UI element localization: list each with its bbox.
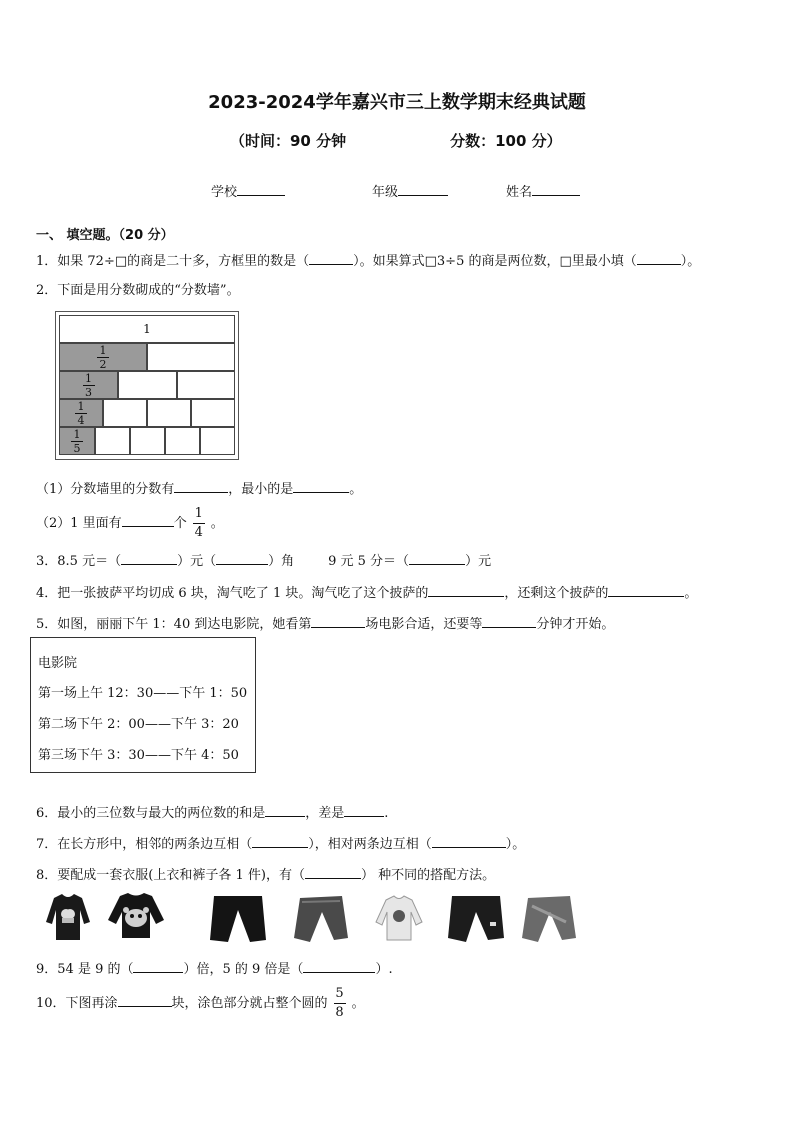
show-3: 第三场下午 3：30——下午 4：50 (38, 748, 239, 763)
wall-cell-half: $\frac{1}{2}$ (59, 343, 147, 371)
wall-cell (191, 399, 235, 427)
pants-2-image (292, 892, 350, 944)
wall-row-fifths (59, 427, 235, 455)
wall-cell (165, 427, 200, 455)
wall-cell (118, 371, 177, 399)
cinema-title: 电影院 (38, 656, 78, 671)
question-7: 7．在长方形中，相邻的两条边互相（ ），相对两条边互相（ ）。 (36, 833, 525, 854)
question-1: 1．如果 72÷□的商是二十多，方框里的数是（ ）。如果算式□3÷5 的商是两位数，□里最小填（ ）。 (36, 250, 700, 271)
wall-row-quarters (59, 399, 235, 427)
wall-row-whole (59, 315, 235, 343)
wall-cell-fifth: $\frac{1}{5}$ (59, 427, 95, 455)
fraction-five-eighths: $\frac{5}{8}$ (335, 986, 344, 1020)
show-1: 第一场上午 12：30——下午 1：50 (38, 686, 248, 701)
wall-cell (103, 399, 147, 427)
wall-cell (147, 343, 235, 371)
wall-cell-third: $\frac{1}{3}$ (59, 371, 118, 399)
question-5: 5．如图，丽丽下午 1：40 到达电影院，她看第 场电影合适，还要等 分钟才开始。 (36, 613, 614, 634)
question-2-sub2: （2）1 里面有 个 $\frac{1}{4}$ 。 (36, 506, 224, 540)
show-2: 第二场下午 2：00——下午 3：20 (38, 717, 239, 732)
pants-3-image (446, 892, 506, 944)
question-6: 6．最小的三位数与最大的两位数的和是 ，差是 . (36, 802, 388, 823)
cinema-schedule-box (30, 637, 256, 773)
wall-cell (147, 399, 191, 427)
pants-1-image (208, 892, 268, 944)
fraction-one-quarter: $\frac{1}{4}$ (194, 506, 203, 540)
question-10: 10．下图再涂 块，涂色部分就占整个圆的 $\frac{5}{8}$ 。 (36, 986, 365, 1020)
exam-meta (230, 130, 562, 151)
time-label: （时间：90 分钟 (230, 132, 347, 150)
sweater-1-image (44, 892, 92, 942)
grade-field: 年级 (372, 181, 448, 200)
wall-cell (130, 427, 165, 455)
wall-cell-quarter: $\frac{1}{4}$ (59, 399, 103, 427)
fraction-wall (55, 311, 239, 460)
wall-row-thirds (59, 371, 235, 399)
school-field: 学校 (211, 181, 285, 200)
sweater-3-image (374, 892, 424, 944)
question-2: 2．下面是用分数砌成的“分数墙”。 (36, 283, 240, 298)
pants-4-image (520, 892, 578, 944)
wall-cell-whole: 1 (59, 315, 235, 343)
question-2-sub1: （1）分数墙里的分数有 ，最小的是 。 (36, 478, 362, 499)
wall-cell (200, 427, 235, 455)
wall-row-halves (59, 343, 235, 371)
question-4: 4．把一张披萨平均切成 6 块，淘气吃了 1 块。淘气吃了这个披萨的 ，还剩这个披萨的 。 (36, 582, 697, 603)
sweater-2-image (106, 892, 166, 940)
question-9: 9．54 是 9 的（ ）倍，5 的 9 倍是（ ）. (36, 958, 393, 979)
score-label: 分数：100 分） (450, 132, 562, 150)
question-8: 8．要配成一套衣服(上衣和裤子各 1 件)，有（ ） 种不同的搭配方法。 (36, 864, 495, 885)
section-heading: 一、 填空题。（20 分） (36, 228, 174, 243)
name-field: 姓名 (506, 181, 580, 200)
clothes-images (44, 892, 584, 946)
wall-cell (177, 371, 235, 399)
page-title: 2023-2024学年嘉兴市三上数学期末经典试题 (208, 92, 586, 113)
question-3: 3．8.5 元＝（ ）元（ ）角 9 元 5 分＝（ ）元 (36, 550, 491, 571)
wall-cell (95, 427, 130, 455)
